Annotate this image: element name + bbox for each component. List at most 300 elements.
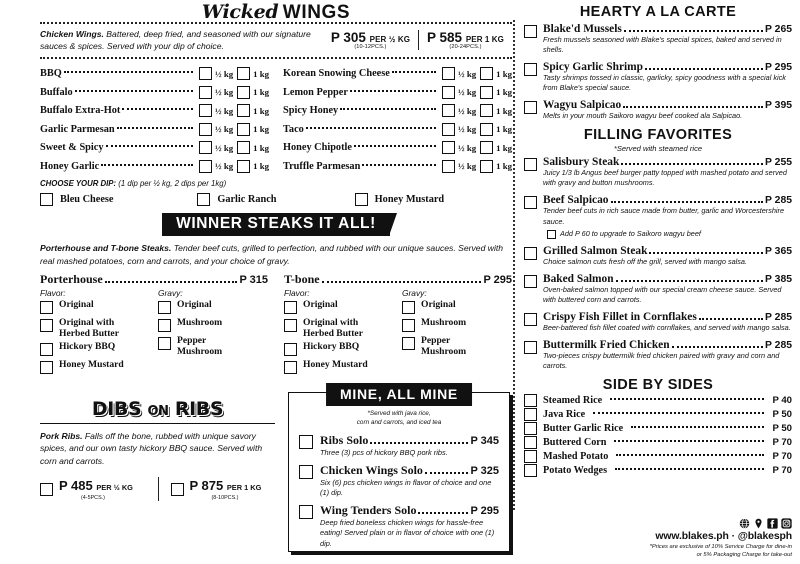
steak-flavor-checkbox[interactable] xyxy=(40,361,53,374)
steak-flavor-option[interactable] xyxy=(284,360,394,375)
dip-option[interactable] xyxy=(355,193,512,206)
menu-item[interactable] xyxy=(524,339,792,371)
menu-item-price: P 265 xyxy=(765,24,792,35)
steak-flavor-label: Original xyxy=(59,299,94,311)
wing-one-kg-checkbox[interactable] xyxy=(237,123,250,136)
mine-item-price: P 325 xyxy=(470,464,499,477)
mine-item-checkbox[interactable] xyxy=(299,505,313,519)
steaks-banner-wrap xyxy=(40,213,512,236)
side-item-checkbox[interactable] xyxy=(524,436,537,449)
wing-half-kg-checkbox[interactable] xyxy=(199,67,212,80)
wing-one-kg-option[interactable] xyxy=(237,67,269,80)
leader-dots xyxy=(101,164,193,166)
leader-dots xyxy=(616,454,764,456)
wing-one-kg-checkbox[interactable] xyxy=(237,160,250,173)
menu-item-description: Tender beef cuts in rich sauce made from butter, garlic and Worcestershire sauce. xyxy=(543,206,785,226)
menu-item[interactable] xyxy=(524,61,792,93)
chicken-wings-desc-rest: Battered, deep fried, and seasoned with our signature sauces & spices. Served with your dip of choice. xyxy=(40,29,311,52)
mine-item-description: Three (3) pcs of hickory BBQ pork ribs. xyxy=(320,447,448,457)
steak-flavor-label: Hickory BBQ xyxy=(59,341,116,353)
location-pin-icon[interactable] xyxy=(753,518,764,529)
wing-one-kg-option[interactable] xyxy=(237,160,269,173)
wing-one-kg-option[interactable] xyxy=(237,104,269,117)
dip-label: Bleu Cheese xyxy=(60,194,114,206)
leader-dots xyxy=(418,512,468,514)
wing-half-kg-label: ½ kg xyxy=(215,142,234,153)
leader-dots xyxy=(106,145,194,147)
menu-item-head xyxy=(543,245,792,257)
steak-flavor-checkbox[interactable] xyxy=(40,319,53,332)
side-item-name: Steamed Rice xyxy=(543,394,603,406)
dibs-on-ribs-title xyxy=(40,398,275,424)
wing-half-kg-option[interactable] xyxy=(442,67,476,80)
side-item-price: P 70 xyxy=(772,436,792,448)
steak-flavor-option[interactable] xyxy=(284,300,394,315)
wing-one-kg-option[interactable] xyxy=(480,141,512,154)
menu-item-checkbox[interactable] xyxy=(524,25,537,38)
steak-price: P 295 xyxy=(483,274,512,287)
chicken-wings-intro xyxy=(40,24,512,57)
wing-half-kg-option[interactable] xyxy=(442,104,476,117)
wing-half-kg-option[interactable] xyxy=(199,104,233,117)
steak-name-row xyxy=(40,272,268,287)
wing-one-kg-label: 1 kg xyxy=(496,124,512,135)
wing-half-kg-checkbox[interactable] xyxy=(199,141,212,154)
wing-half-kg-option[interactable] xyxy=(199,160,233,173)
leader-dots xyxy=(614,440,764,442)
gravy-label: Gravy: xyxy=(402,288,427,299)
mine-item-description: Deep fried boneless chicken wings for hassle-free eating! Served plain or in flavor of choice with one (1) dip. xyxy=(320,518,495,548)
wing-one-kg-checkbox[interactable] xyxy=(237,141,250,154)
wing-one-kg-checkbox[interactable] xyxy=(480,67,493,80)
wing-half-kg-checkbox[interactable] xyxy=(199,104,212,117)
menu-item-head xyxy=(543,194,792,206)
ribs-full-per: PER 1 KG xyxy=(226,483,262,493)
wing-one-kg-option[interactable] xyxy=(237,86,269,99)
filling-favorites-items xyxy=(524,156,792,371)
steak-gravy-option[interactable] xyxy=(402,336,512,357)
steak-flavor-label: Honey Mustard xyxy=(59,359,124,371)
wing-half-kg-label: ½ kg xyxy=(458,87,477,98)
wing-one-kg-label: 1 kg xyxy=(496,142,512,153)
wing-half-kg-checkbox[interactable] xyxy=(199,86,212,99)
menu-item-description: Melts in your mouth Saikoro wagyu beef cooked ala Salpicao. xyxy=(543,111,743,121)
mine-menu-item[interactable] xyxy=(299,463,499,498)
wing-half-kg-option[interactable] xyxy=(199,86,233,99)
steak-gravy-option[interactable] xyxy=(402,300,512,315)
dip-checkbox[interactable] xyxy=(197,193,210,206)
menu-item-checkbox[interactable] xyxy=(524,63,537,76)
steak-gravy-label: Original xyxy=(177,299,212,311)
masthead-script-word: Wicked xyxy=(201,1,279,23)
wing-flavor-name: Honey Garlic xyxy=(40,160,100,172)
menu-item-checkbox[interactable] xyxy=(524,313,537,326)
wing-one-kg-option[interactable] xyxy=(237,123,269,136)
wing-flavor-name: BBQ xyxy=(40,68,62,80)
steaks-desc-rest: Tender beef cuts, grilled to perfection, and rubbed with our unique sauces. Served with real mashed potatoes, corn and carrots, and your choice of gravy. xyxy=(40,243,504,266)
steak-flavor-checkbox[interactable] xyxy=(40,343,53,356)
steak-gravy-label: Mushroom xyxy=(177,317,223,329)
flavor-label: Flavor: xyxy=(40,288,66,299)
gravy-label: Gravy: xyxy=(158,288,183,299)
wing-flavor-name: Taco xyxy=(283,123,304,135)
wing-flavor-row xyxy=(283,120,512,139)
ribs-half-checkbox[interactable] xyxy=(40,483,53,496)
dip-checkbox[interactable] xyxy=(40,193,53,206)
leader-dots xyxy=(425,472,469,474)
wing-one-kg-option[interactable] xyxy=(237,141,269,154)
menu-item-name: Baked Salmon xyxy=(543,272,614,285)
steaks-banner: WINNER STEAKS IT ALL! xyxy=(162,213,390,236)
wing-flavor-name: Lemon Pepper xyxy=(283,86,348,98)
wing-half-kg-option[interactable] xyxy=(442,141,476,154)
ribs-price-full[interactable] xyxy=(158,477,276,501)
instagram-icon[interactable] xyxy=(781,518,792,529)
menu-item-description: Juicy 1/3 lb Angus beef burger patty topped with mashed potato and served with gravy and button mushrooms. xyxy=(543,168,787,188)
pork-ribs-desc-bold: Pork Ribs. xyxy=(40,431,83,441)
upgrade-checkbox[interactable] xyxy=(547,230,556,239)
menu-item-name: Wagyu Salpicao xyxy=(543,99,622,112)
steaks-description xyxy=(40,242,512,267)
wing-flavor-name: Honey Chipotle xyxy=(283,142,352,154)
menu-item-name: Crispy Fish Fillet in Cornflakes xyxy=(543,310,697,323)
filling-favorites-title: FILLING FAVORITES xyxy=(583,127,733,144)
menu-item[interactable] xyxy=(524,245,792,267)
menu-item-checkbox[interactable] xyxy=(524,247,537,260)
wing-flavor-row xyxy=(283,138,512,157)
leader-dots xyxy=(64,71,193,73)
menu-item[interactable] xyxy=(524,194,792,238)
wings-price-half-per: PER ½ KG xyxy=(369,35,411,45)
wing-flavor-name: Buffalo xyxy=(40,86,73,98)
menu-item[interactable] xyxy=(524,156,792,188)
ribs-half-sub: (4-5PCS.) xyxy=(81,495,105,502)
wings-price-full-per: PER 1 KG xyxy=(465,35,504,45)
ribs-half-amount: P 485 xyxy=(59,478,93,494)
dip-option[interactable] xyxy=(40,193,197,206)
wing-half-kg-checkbox[interactable] xyxy=(442,86,455,99)
menu-item[interactable] xyxy=(524,273,792,305)
leader-dots xyxy=(105,281,238,283)
steak-flavor-option[interactable] xyxy=(40,300,150,315)
wing-half-kg-checkbox[interactable] xyxy=(199,123,212,136)
website-handle[interactable]: www.blakes.ph · @blakesph xyxy=(655,530,792,542)
wing-one-kg-option[interactable] xyxy=(480,104,512,117)
wing-half-kg-checkbox[interactable] xyxy=(442,104,455,117)
side-item-checkbox[interactable] xyxy=(524,394,537,407)
wing-half-kg-label: ½ kg xyxy=(215,161,234,172)
ribs-prices xyxy=(40,477,275,501)
steak-flavor-option[interactable] xyxy=(40,318,150,339)
menu-item-description: Beer-battered fish fillet coated with cornflakes, and served with mango salsa. xyxy=(543,322,791,332)
wing-one-kg-label: 1 kg xyxy=(253,161,269,172)
leader-dots xyxy=(75,90,193,92)
mine-all-mine-banner: MINE, ALL MINE xyxy=(326,383,472,406)
leader-dots xyxy=(370,442,468,444)
choose-dip-title xyxy=(40,179,512,188)
filling-favorites-note: *Served with steamed rice xyxy=(613,144,703,154)
leader-dots xyxy=(122,108,193,110)
steak-price: P 315 xyxy=(239,274,268,287)
wing-half-kg-checkbox[interactable] xyxy=(442,141,455,154)
wings-flavor-grid xyxy=(40,59,512,175)
menu-item[interactable] xyxy=(524,99,792,121)
menu-item[interactable] xyxy=(524,311,792,333)
side-item[interactable] xyxy=(524,436,792,449)
leader-dots xyxy=(616,280,763,282)
wing-flavor-name: Buffalo Extra-Hot xyxy=(40,105,121,117)
side-item-price: P 70 xyxy=(772,464,792,476)
wing-one-kg-checkbox[interactable] xyxy=(480,86,493,99)
menu-item-head xyxy=(543,339,792,351)
menu-item-price: P 285 xyxy=(765,311,792,323)
wings-price-half xyxy=(323,30,418,50)
side-item-checkbox[interactable] xyxy=(524,408,537,421)
steak-gravy-label: Mushroom xyxy=(421,317,467,329)
mine-item-checkbox[interactable] xyxy=(299,465,313,479)
wing-flavor-name: Truffle Parmesan xyxy=(283,160,361,172)
mine-all-mine-items xyxy=(299,433,499,549)
wing-half-kg-option[interactable] xyxy=(442,123,476,136)
wing-half-kg-label: ½ kg xyxy=(458,68,477,79)
side-item-name: Buttered Corn xyxy=(543,436,607,448)
wing-flavor-name: Garlic Parmesan xyxy=(40,123,115,135)
dip-options xyxy=(40,193,512,206)
side-item-checkbox[interactable] xyxy=(524,450,537,463)
leader-dots xyxy=(611,201,764,203)
menu-item-description: Tasty shrimps tossed in classic, garlicky, spicy goodness with a special kick from Blake's special sauce. xyxy=(543,73,786,93)
mine-item-name: Ribs Solo xyxy=(320,432,369,447)
menu-item[interactable] xyxy=(524,23,792,55)
steak-flavor-checkbox[interactable] xyxy=(284,361,297,374)
wing-one-kg-option[interactable] xyxy=(480,67,512,80)
mine-menu-item[interactable] xyxy=(299,503,499,549)
side-item[interactable] xyxy=(524,408,792,421)
steak-flavor-group xyxy=(284,288,394,378)
leader-dots xyxy=(322,281,482,283)
wing-one-kg-option[interactable] xyxy=(480,86,512,99)
wing-half-kg-label: ½ kg xyxy=(215,68,234,79)
ribs-price-half[interactable] xyxy=(40,477,158,501)
steak-flavor-checkbox[interactable] xyxy=(284,343,297,356)
side-item[interactable] xyxy=(524,422,792,435)
steak-gravy-checkbox[interactable] xyxy=(158,301,171,314)
ribs-title-word1: DIBS xyxy=(91,398,142,420)
wing-flavor-name: Korean Snowing Cheese xyxy=(283,68,390,80)
wing-one-kg-label: 1 kg xyxy=(253,142,269,153)
wing-flavor-row xyxy=(40,83,269,102)
wing-half-kg-option[interactable] xyxy=(442,86,476,99)
side-item-price: P 70 xyxy=(772,450,792,462)
menu-item-checkbox[interactable] xyxy=(524,158,537,171)
steak-columns xyxy=(40,272,512,378)
side-item-checkbox[interactable] xyxy=(524,464,537,477)
mine-item-name: Chicken Wings Solo xyxy=(320,462,423,477)
side-item[interactable] xyxy=(524,394,792,407)
steak-flavor-option[interactable] xyxy=(284,318,394,339)
menu-item-checkbox[interactable] xyxy=(524,101,537,114)
mine-item-head xyxy=(320,463,499,478)
steak-flavor-option[interactable] xyxy=(284,342,394,357)
menu-item-price: P 285 xyxy=(765,195,792,207)
side-item-price: P 50 xyxy=(772,408,792,420)
wing-flavor-name: Sweet & Spicy xyxy=(40,142,104,154)
left-column xyxy=(40,0,512,378)
wing-half-kg-checkbox[interactable] xyxy=(442,123,455,136)
steak-gravy-checkbox[interactable] xyxy=(158,337,171,350)
leader-dots xyxy=(631,426,764,428)
mine-all-mine-note: *Served with java rice, corn and carrots, and iced tea xyxy=(356,410,442,427)
ribs-title-on: ON xyxy=(147,404,169,419)
side-by-sides-items xyxy=(524,394,792,477)
steak-flavor-label: Original with Herbed Butter xyxy=(303,317,363,339)
menu-item-description: Fresh mussels seasoned with Blake's special spices, baked and served in shells. xyxy=(543,35,782,55)
wing-half-kg-checkbox[interactable] xyxy=(442,67,455,80)
steak-gravy-option[interactable] xyxy=(402,318,512,333)
wing-half-kg-checkbox[interactable] xyxy=(199,160,212,173)
leader-dots xyxy=(624,30,763,32)
wing-half-kg-option[interactable] xyxy=(199,141,233,154)
wing-one-kg-checkbox[interactable] xyxy=(480,141,493,154)
mine-item-checkbox[interactable] xyxy=(299,435,313,449)
side-item-price: P 50 xyxy=(772,422,792,434)
mine-menu-item[interactable] xyxy=(299,433,499,458)
wings-price-half-amount: P 305 xyxy=(330,30,366,46)
leader-dots xyxy=(623,106,763,108)
mine-item-name: Wing Tenders Solo xyxy=(320,503,417,518)
steak-flavor-option[interactable] xyxy=(40,342,150,357)
leader-dots xyxy=(645,68,763,70)
wing-flavor-row xyxy=(283,64,512,83)
dip-checkbox[interactable] xyxy=(355,193,368,206)
menu-item-head xyxy=(543,23,792,35)
side-by-sides-title: SIDE BY SIDES xyxy=(602,376,714,393)
steak-gravy-label: Pepper Mushroom xyxy=(421,335,467,357)
wing-one-kg-label: 1 kg xyxy=(496,68,512,79)
wing-half-kg-option[interactable] xyxy=(442,160,476,173)
choose-dip-label: CHOOSE YOUR DIP: xyxy=(40,179,117,189)
wings-price-full-amount: P 585 xyxy=(427,30,463,46)
leader-dots xyxy=(117,127,193,129)
wing-half-kg-label: ½ kg xyxy=(215,105,234,116)
side-item-checkbox[interactable] xyxy=(524,422,537,435)
ribs-half-per: PER ½ KG xyxy=(96,483,133,493)
steak-gravy-label: Original xyxy=(421,299,456,311)
leader-dots xyxy=(392,71,436,73)
leader-dots xyxy=(340,108,436,110)
wing-one-kg-checkbox[interactable] xyxy=(480,160,493,173)
steak-gravy-checkbox[interactable] xyxy=(402,319,415,332)
menu-item-checkbox[interactable] xyxy=(524,275,537,288)
steak-gravy-checkbox[interactable] xyxy=(402,301,415,314)
side-item[interactable] xyxy=(524,464,792,477)
flavor-label: Flavor: xyxy=(284,288,310,299)
side-item-name: Mashed Potato xyxy=(543,450,609,462)
mine-item-price: P 295 xyxy=(470,505,499,518)
menu-item-name: Salisbury Steak xyxy=(543,156,620,169)
steak-gravy-checkbox[interactable] xyxy=(402,337,415,350)
ribs-full-sub: (8-10PCS.) xyxy=(211,495,239,502)
menu-item-price: P 365 xyxy=(765,245,792,257)
steak-flavor-checkbox[interactable] xyxy=(40,301,53,314)
wing-one-kg-label: 1 kg xyxy=(496,161,512,172)
column-divider xyxy=(513,20,515,510)
wing-one-kg-checkbox[interactable] xyxy=(480,123,493,136)
wing-one-kg-label: 1 kg xyxy=(253,105,269,116)
steak-gravy-option[interactable] xyxy=(158,318,268,333)
wing-flavor-row xyxy=(40,64,269,83)
leader-dots xyxy=(649,252,763,254)
leader-dots xyxy=(699,318,763,320)
wing-half-kg-label: ½ kg xyxy=(458,105,477,116)
ribs-full-checkbox[interactable] xyxy=(171,483,184,496)
steak-flavor-checkbox[interactable] xyxy=(284,319,297,332)
wing-one-kg-checkbox[interactable] xyxy=(480,104,493,117)
wing-one-kg-checkbox[interactable] xyxy=(237,104,250,117)
steak-gravy-option[interactable] xyxy=(158,336,268,357)
wing-one-kg-label: 1 kg xyxy=(253,87,269,98)
menu-item-head xyxy=(543,99,792,111)
menu-item-name: Buttermilk Fried Chicken xyxy=(543,338,670,351)
steak-flavor-checkbox[interactable] xyxy=(284,301,297,314)
wings-price-full-sub: (20-24PCS.) xyxy=(449,44,482,51)
steak-flavor-option[interactable] xyxy=(40,360,150,375)
wing-one-kg-checkbox[interactable] xyxy=(237,67,250,80)
wing-flavor-row xyxy=(40,120,269,139)
steak-gravy-group xyxy=(158,288,268,378)
mine-item-head xyxy=(320,433,499,448)
globe-icon[interactable] xyxy=(739,518,750,529)
menu-item-price: P 285 xyxy=(765,339,792,351)
wing-one-kg-checkbox[interactable] xyxy=(237,86,250,99)
wing-flavor-row xyxy=(283,157,512,176)
steak-gravy-option[interactable] xyxy=(158,300,268,315)
menu-item-checkbox[interactable] xyxy=(524,341,537,354)
menu-item-name: Beef Salpicao xyxy=(543,194,609,207)
wing-half-kg-label: ½ kg xyxy=(458,161,477,172)
leader-dots xyxy=(621,163,763,165)
wing-half-kg-label: ½ kg xyxy=(458,124,477,135)
wing-one-kg-option[interactable] xyxy=(480,160,512,173)
wing-one-kg-option[interactable] xyxy=(480,123,512,136)
facebook-icon[interactable] xyxy=(767,518,778,529)
side-item[interactable] xyxy=(524,450,792,463)
steak-flavor-group xyxy=(40,288,150,378)
steak-gravy-checkbox[interactable] xyxy=(158,319,171,332)
hearty-a-la-carte-items xyxy=(524,23,792,121)
dip-option[interactable] xyxy=(197,193,354,206)
wing-half-kg-option[interactable] xyxy=(199,123,233,136)
wing-flavor-row xyxy=(283,83,512,102)
mine-item-price: P 345 xyxy=(470,434,499,447)
masthead xyxy=(40,0,512,22)
wing-flavor-row xyxy=(283,101,512,120)
dip-label: Honey Mustard xyxy=(374,194,445,206)
wing-half-kg-option[interactable] xyxy=(199,67,233,80)
steak-flavor-label: Hickory BBQ xyxy=(303,341,360,353)
pork-ribs-desc-rest: Falls off the bone, rubbed with unique savory spices, and our own tasty hickory BBQ sauce. Served with corn and carrots. xyxy=(40,431,263,466)
wing-one-kg-label: 1 kg xyxy=(253,68,269,79)
menu-item-checkbox[interactable] xyxy=(524,196,537,209)
mine-item-description: Six (6) pcs chicken wings in flavor of choice and one (1) dip. xyxy=(320,477,492,497)
wing-half-kg-checkbox[interactable] xyxy=(442,160,455,173)
steak-flavor-label: Honey Mustard xyxy=(303,359,368,371)
wing-flavor-row xyxy=(40,101,269,120)
menu-item-head xyxy=(543,273,792,285)
leader-dots xyxy=(610,398,764,400)
menu-item-upgrade[interactable] xyxy=(543,228,792,239)
footer xyxy=(492,518,792,560)
